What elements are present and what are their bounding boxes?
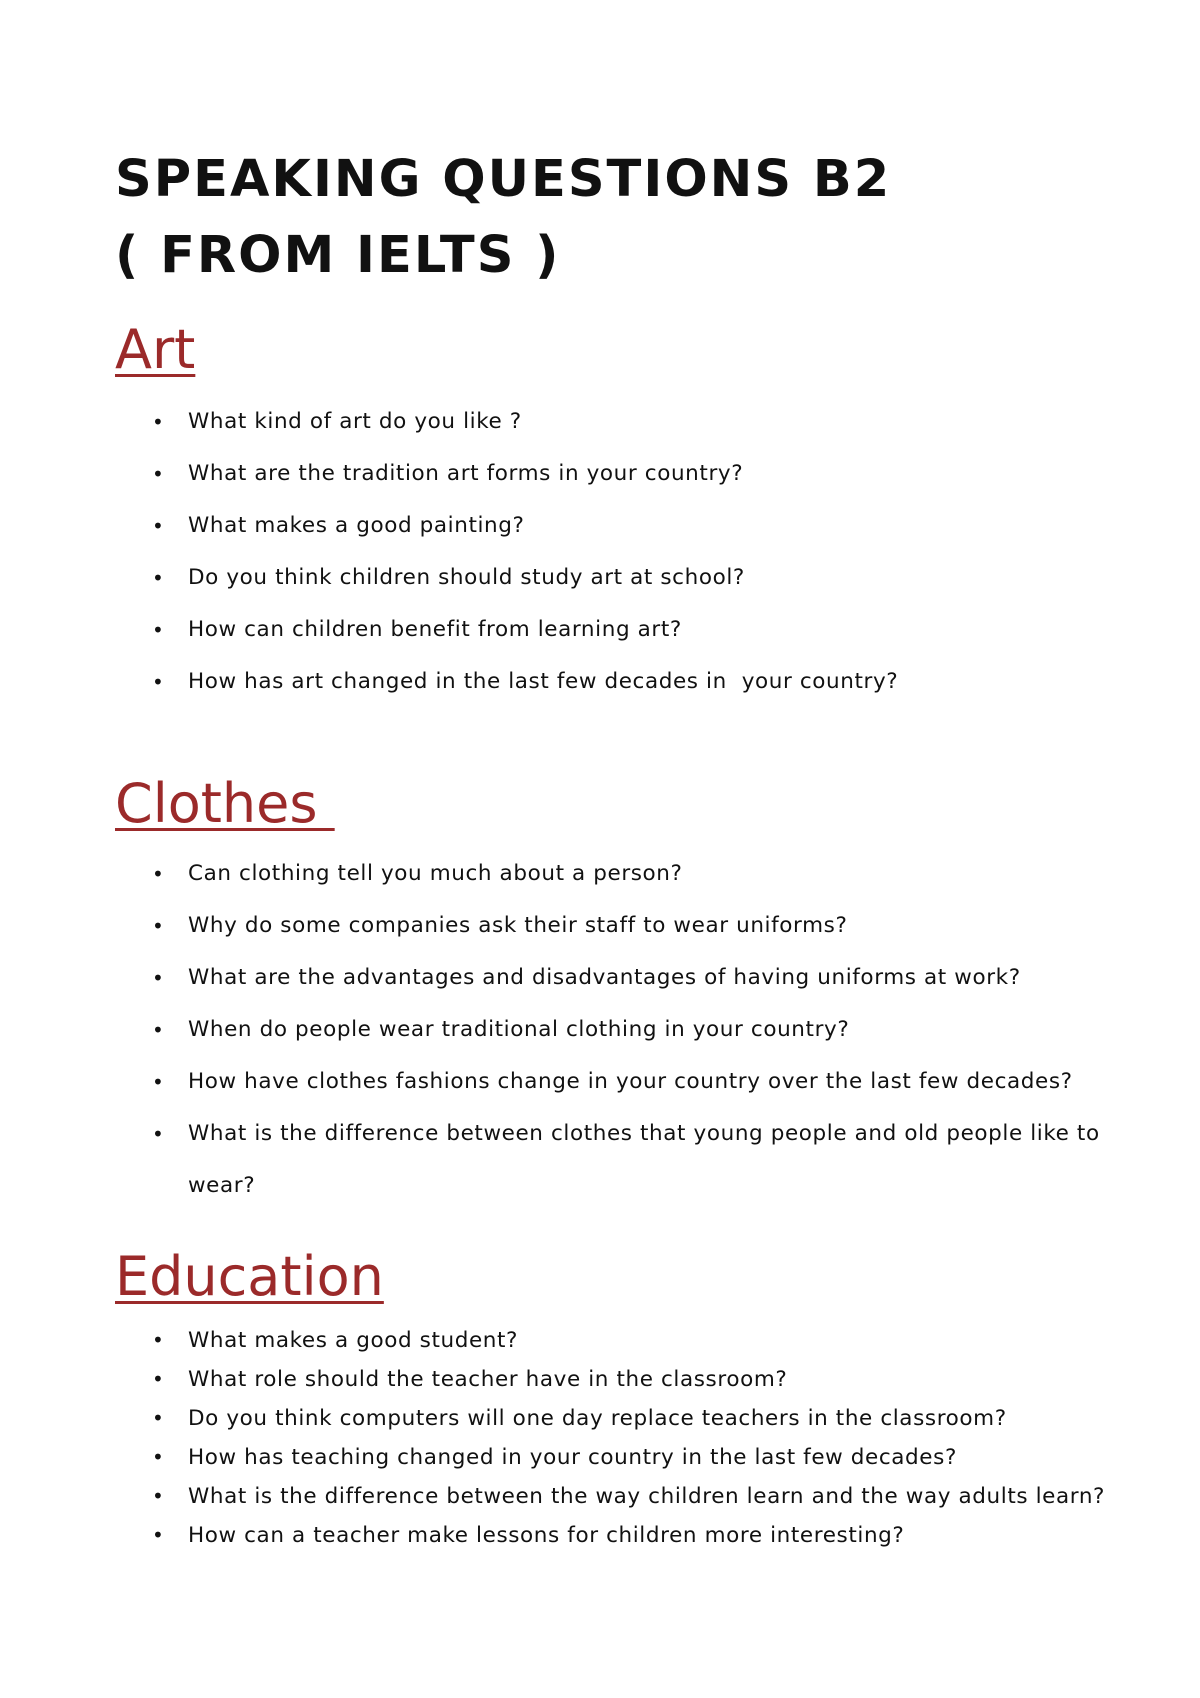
- list-item: [115, 1056, 1115, 1108]
- bullet-icon: •: [152, 1367, 165, 1391]
- list-item: [115, 1108, 1115, 1212]
- bullet-icon: •: [152, 1070, 165, 1094]
- list-item: [115, 1516, 1115, 1555]
- question-text: What are the tradition art forms in your country?: [188, 461, 744, 486]
- question-text: What are the advantages and disadvantages of having uniforms at work?: [188, 965, 1021, 990]
- bullet-icon: •: [152, 966, 165, 990]
- question-text: How can children benefit from learning art?: [188, 617, 682, 642]
- bullet-icon: •: [152, 670, 165, 694]
- section-art: [115, 318, 1115, 708]
- question-text: Can clothing tell you much about a person?: [188, 861, 683, 886]
- list-item: [115, 1321, 1115, 1360]
- bullet-icon: •: [152, 1523, 165, 1547]
- bullet-icon: •: [152, 1122, 165, 1146]
- list-item: [115, 656, 1115, 708]
- bullet-icon: •: [152, 566, 165, 590]
- question-list-art: [115, 396, 1115, 708]
- bullet-icon: •: [152, 914, 165, 938]
- question-text: What is the difference between the way children learn and the way adults learn?: [188, 1484, 1106, 1509]
- list-item: [115, 1004, 1115, 1056]
- question-text: How has teaching changed in your country in the last few decades?: [188, 1445, 957, 1470]
- list-item: [115, 448, 1115, 500]
- question-text: What makes a good painting?: [188, 513, 525, 538]
- list-item: [115, 604, 1115, 656]
- question-text: How have clothes fashions change in your country over the last few decades?: [188, 1069, 1073, 1094]
- bullet-icon: •: [152, 410, 165, 434]
- list-item: [115, 1399, 1115, 1438]
- list-item: [115, 396, 1115, 448]
- question-list-education: [115, 1321, 1115, 1555]
- question-text: How can a teacher make lessons for children more interesting?: [188, 1523, 905, 1548]
- list-item: [115, 1438, 1115, 1477]
- question-text: What role should the teacher have in the classroom?: [188, 1367, 788, 1392]
- section-clothes: [115, 772, 1115, 1212]
- section-heading-clothes: Clothes: [115, 772, 335, 835]
- document-title: [115, 142, 891, 294]
- list-item: [115, 552, 1115, 604]
- bullet-icon: •: [152, 862, 165, 886]
- question-list-clothes: [115, 848, 1115, 1212]
- question-text: When do people wear traditional clothing in your country?: [188, 1017, 850, 1042]
- question-text: Do you think computers will one day replace teachers in the classroom?: [188, 1406, 1007, 1431]
- bullet-icon: •: [152, 1445, 165, 1469]
- list-item: [115, 848, 1115, 900]
- bullet-icon: •: [152, 618, 165, 642]
- list-item: [115, 1360, 1115, 1399]
- bullet-icon: •: [152, 1328, 165, 1352]
- section-heading-art: Art: [115, 318, 196, 381]
- question-text: What makes a good student?: [188, 1328, 519, 1353]
- document-title-line-2: ( FROM IELTS ): [115, 226, 561, 285]
- list-item: [115, 900, 1115, 952]
- section-education: [115, 1245, 1115, 1555]
- section-heading-education: Education: [115, 1245, 384, 1308]
- bullet-icon: •: [152, 514, 165, 538]
- question-text: Do you think children should study art at school?: [188, 565, 745, 590]
- bullet-icon: •: [152, 1484, 165, 1508]
- question-text: What kind of art do you like ?: [188, 409, 522, 434]
- question-text: What is the difference between clothes that young people and old people like to wear?: [188, 1121, 1108, 1198]
- list-item: [115, 500, 1115, 552]
- question-text: Why do some companies ask their staff to wear uniforms?: [188, 913, 848, 938]
- bullet-icon: •: [152, 462, 165, 486]
- list-item: [115, 1477, 1115, 1516]
- bullet-icon: •: [152, 1406, 165, 1430]
- question-text: How has art changed in the last few decades in your country?: [188, 669, 899, 694]
- bullet-icon: •: [152, 1018, 165, 1042]
- document-title-line-1: SPEAKING QUESTIONS B2: [115, 150, 892, 209]
- list-item: [115, 952, 1115, 1004]
